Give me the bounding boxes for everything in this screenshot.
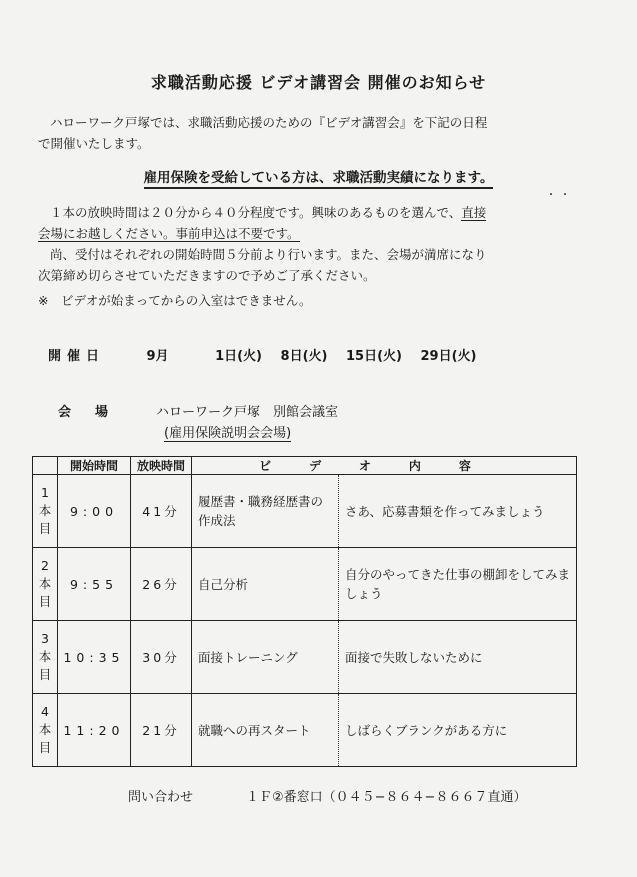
schedule-day: 29日(火) [420, 349, 477, 364]
row-start-time: 9:55 [58, 548, 131, 621]
row-start-time: 11:20 [58, 694, 131, 767]
row-length: 21分 [131, 694, 192, 767]
table-row [33, 621, 577, 694]
row-description: さあ、応募書類を作ってみましょう [339, 475, 577, 548]
main-line-1 [38, 202, 598, 223]
venue-sub-text: (雇用保険説明会会場) [164, 426, 292, 441]
header-no [33, 457, 58, 475]
notice-heading-text: 雇用保険を受給している方は、求職活動実績になります。 [144, 170, 494, 189]
row-length: 41分 [131, 475, 192, 548]
main-line-1-underlined: 直接 [461, 205, 487, 220]
table-row [33, 694, 577, 767]
intro-line-1: ハローワーク戸塚では、求職活動応援のための『ビデオ講習会』を下記の日程 [50, 115, 488, 130]
schedule-table [32, 456, 577, 767]
row-number: 4 本 目 [33, 694, 58, 767]
page-title: 求職活動応援 ビデオ講習会 開催のお知らせ [150, 73, 487, 92]
row-description: しばらくブランクがある方に [339, 694, 577, 767]
contact-label: 問い合わせ [128, 790, 194, 805]
row-number: 3 本 目 [33, 621, 58, 694]
schedule-label: 開催日 [48, 349, 106, 364]
main-line-3: 尚、受付はそれぞれの開始時間５分前より行います。また、会場が満席になり [50, 247, 487, 262]
header-length: 放映時間 [131, 457, 192, 475]
schedule-day: 8日(火) [280, 349, 328, 364]
emphasis-dots: ・・ [546, 190, 574, 201]
schedule-day: 1日(火) [215, 349, 262, 364]
row-description: 面接で失敗しないために [339, 621, 577, 694]
notice-heading [0, 166, 637, 186]
main-line-2-underlined: 会場にお越しください。事前申込は不要です。 [38, 226, 300, 241]
row-title: 履歴書・職務経歴書の作成法 [192, 475, 339, 548]
header-start: 開始時間 [58, 457, 131, 475]
row-title: 就職への再スタート [192, 694, 339, 767]
contact-value: １Ｆ②番窓口（０４５−８６４−８６６７直通） [246, 790, 527, 805]
venue-label: 会場 [58, 405, 133, 420]
contact-info [128, 786, 526, 805]
venue-sub [164, 423, 338, 444]
row-length: 26分 [131, 548, 192, 621]
row-title: 面接トレーニング [192, 621, 339, 694]
row-title: 自己分析 [192, 548, 339, 621]
schedule-day: 15日(火) [346, 349, 402, 364]
intro-paragraph [38, 112, 598, 154]
schedule-month: 9月 [146, 349, 169, 364]
venue-name: ハローワーク戸塚 別館会議室 [156, 405, 339, 420]
row-number: 2 本 目 [33, 548, 58, 621]
table-header-row [33, 457, 577, 475]
row-description: 自分のやってきた仕事の棚卸をしてみましょう [339, 548, 577, 621]
table-row [33, 475, 577, 548]
row-length: 30分 [131, 621, 192, 694]
main-paragraph [38, 202, 598, 286]
row-start-time: 9:00 [58, 475, 131, 548]
intro-line-2: で開催いたします。 [38, 136, 150, 151]
row-number: 1 本 目 [33, 475, 58, 548]
main-line-2 [38, 223, 598, 244]
venue-info [58, 402, 338, 444]
header-video: ビデオ内容 [192, 457, 577, 475]
table-row [33, 548, 577, 621]
row-start-time: 10:35 [58, 621, 131, 694]
main-line-1-text: １本の放映時間は２０分から４０分程度です。興味のあるものを選んで、 [50, 205, 462, 220]
entry-note: ※ ビデオが始まってからの入室はできません。 [38, 293, 312, 308]
main-line-4: 次第締め切らさせていただきますので予めご了承ください。 [38, 268, 376, 283]
schedule-dates [48, 345, 491, 364]
